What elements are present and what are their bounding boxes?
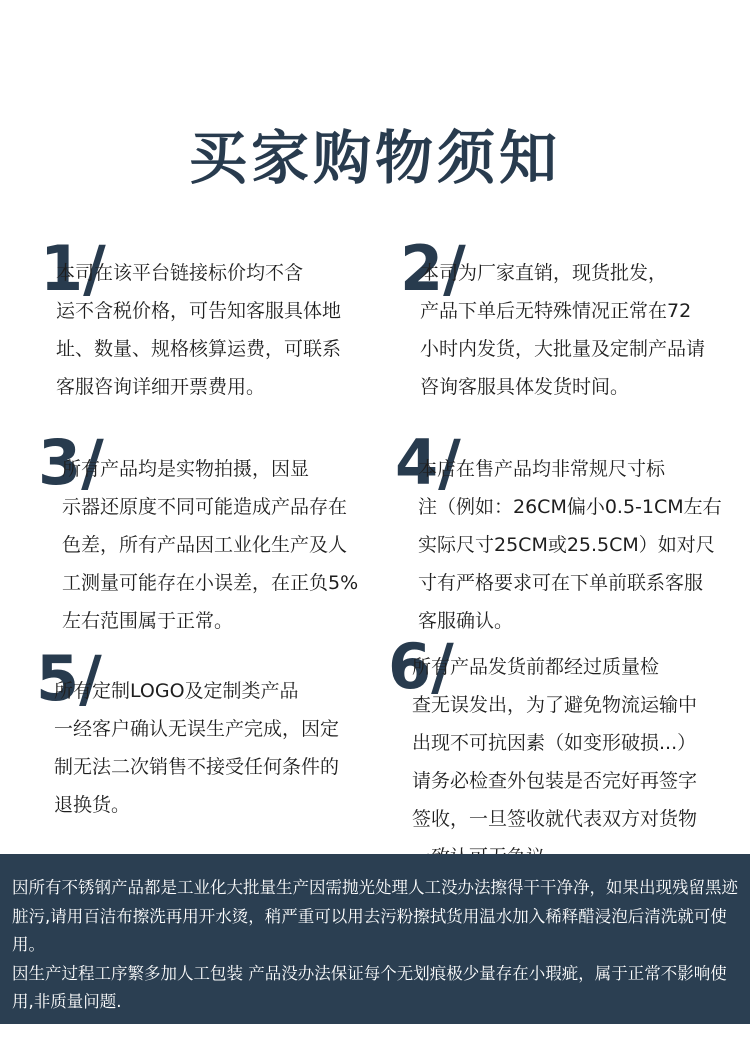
item-number-6: 6/	[388, 630, 454, 703]
item-number-5: 5/	[36, 642, 102, 715]
item-text-3: 所有产品均是实物拍摄，因显 示器还原度不同可能造成产品存在 色差，所有产品因工业化生产及人 工测量可能存在小误差，在正负5% 左右范围属于正常。	[62, 458, 359, 632]
item-number-2: 2/	[400, 232, 466, 305]
item-text-2: 本司为厂家直销，现货批发， 产品下单后无特殊情况正常在72 小时内发货，大批量及定制产品请 咨询客服具体发货时间。	[420, 262, 706, 398]
page-title: 买家购物须知	[188, 124, 561, 192]
item-number-4: 4/	[395, 426, 461, 499]
item-text-5: 所有定制LOGO及定制类产品 一经客户确认无误生产完成，因定 制无法二次销售不接受任何条件的 退换货。	[54, 680, 340, 816]
item-number-1: 1/	[40, 232, 106, 305]
item-number-3: 3/	[38, 426, 104, 499]
item-text-1: 本司在该平台链接标价均不含 运不含税价格，可告知客服具体地 址、数量、规格核算运费，可联系 客服咨询详细开票费用。	[56, 262, 342, 398]
footer-notice-panel	[0, 854, 750, 1024]
item-text-6: 所有产品发货前都经过质量检 查无误发出，为了避免物流运输中 出现不可抗因素（如变形破损...） 请务必检查外包装是否完好再签字 签收，一旦签收就代表双方对货物	[412, 656, 698, 830]
footer-notice-text: 因所有不锈钢产品都是工业化大批量生产因需抛光处理人工没办法擦得干干净净，如果出现残留黑迹脏污,请用百洁布擦洗再用开水烫，稍严重可以用去污粉擦拭货用温水加入稀释醋浸泡后清洗就可使用。 因生产过程工序繁多加人工包装 产品没办法保证每个无划痕极少量存在小瑕疵，属于正常不影响使用,非质量问题.	[12, 878, 738, 1011]
item-text-4: 本店在售产品均非常规尺寸标 注（例如：26CM偏小0.5-1CM左右 实际尺寸25CM或25.5CM）如对尺 寸有严格要求可在下单前联系客服 客服确认。	[418, 458, 722, 632]
